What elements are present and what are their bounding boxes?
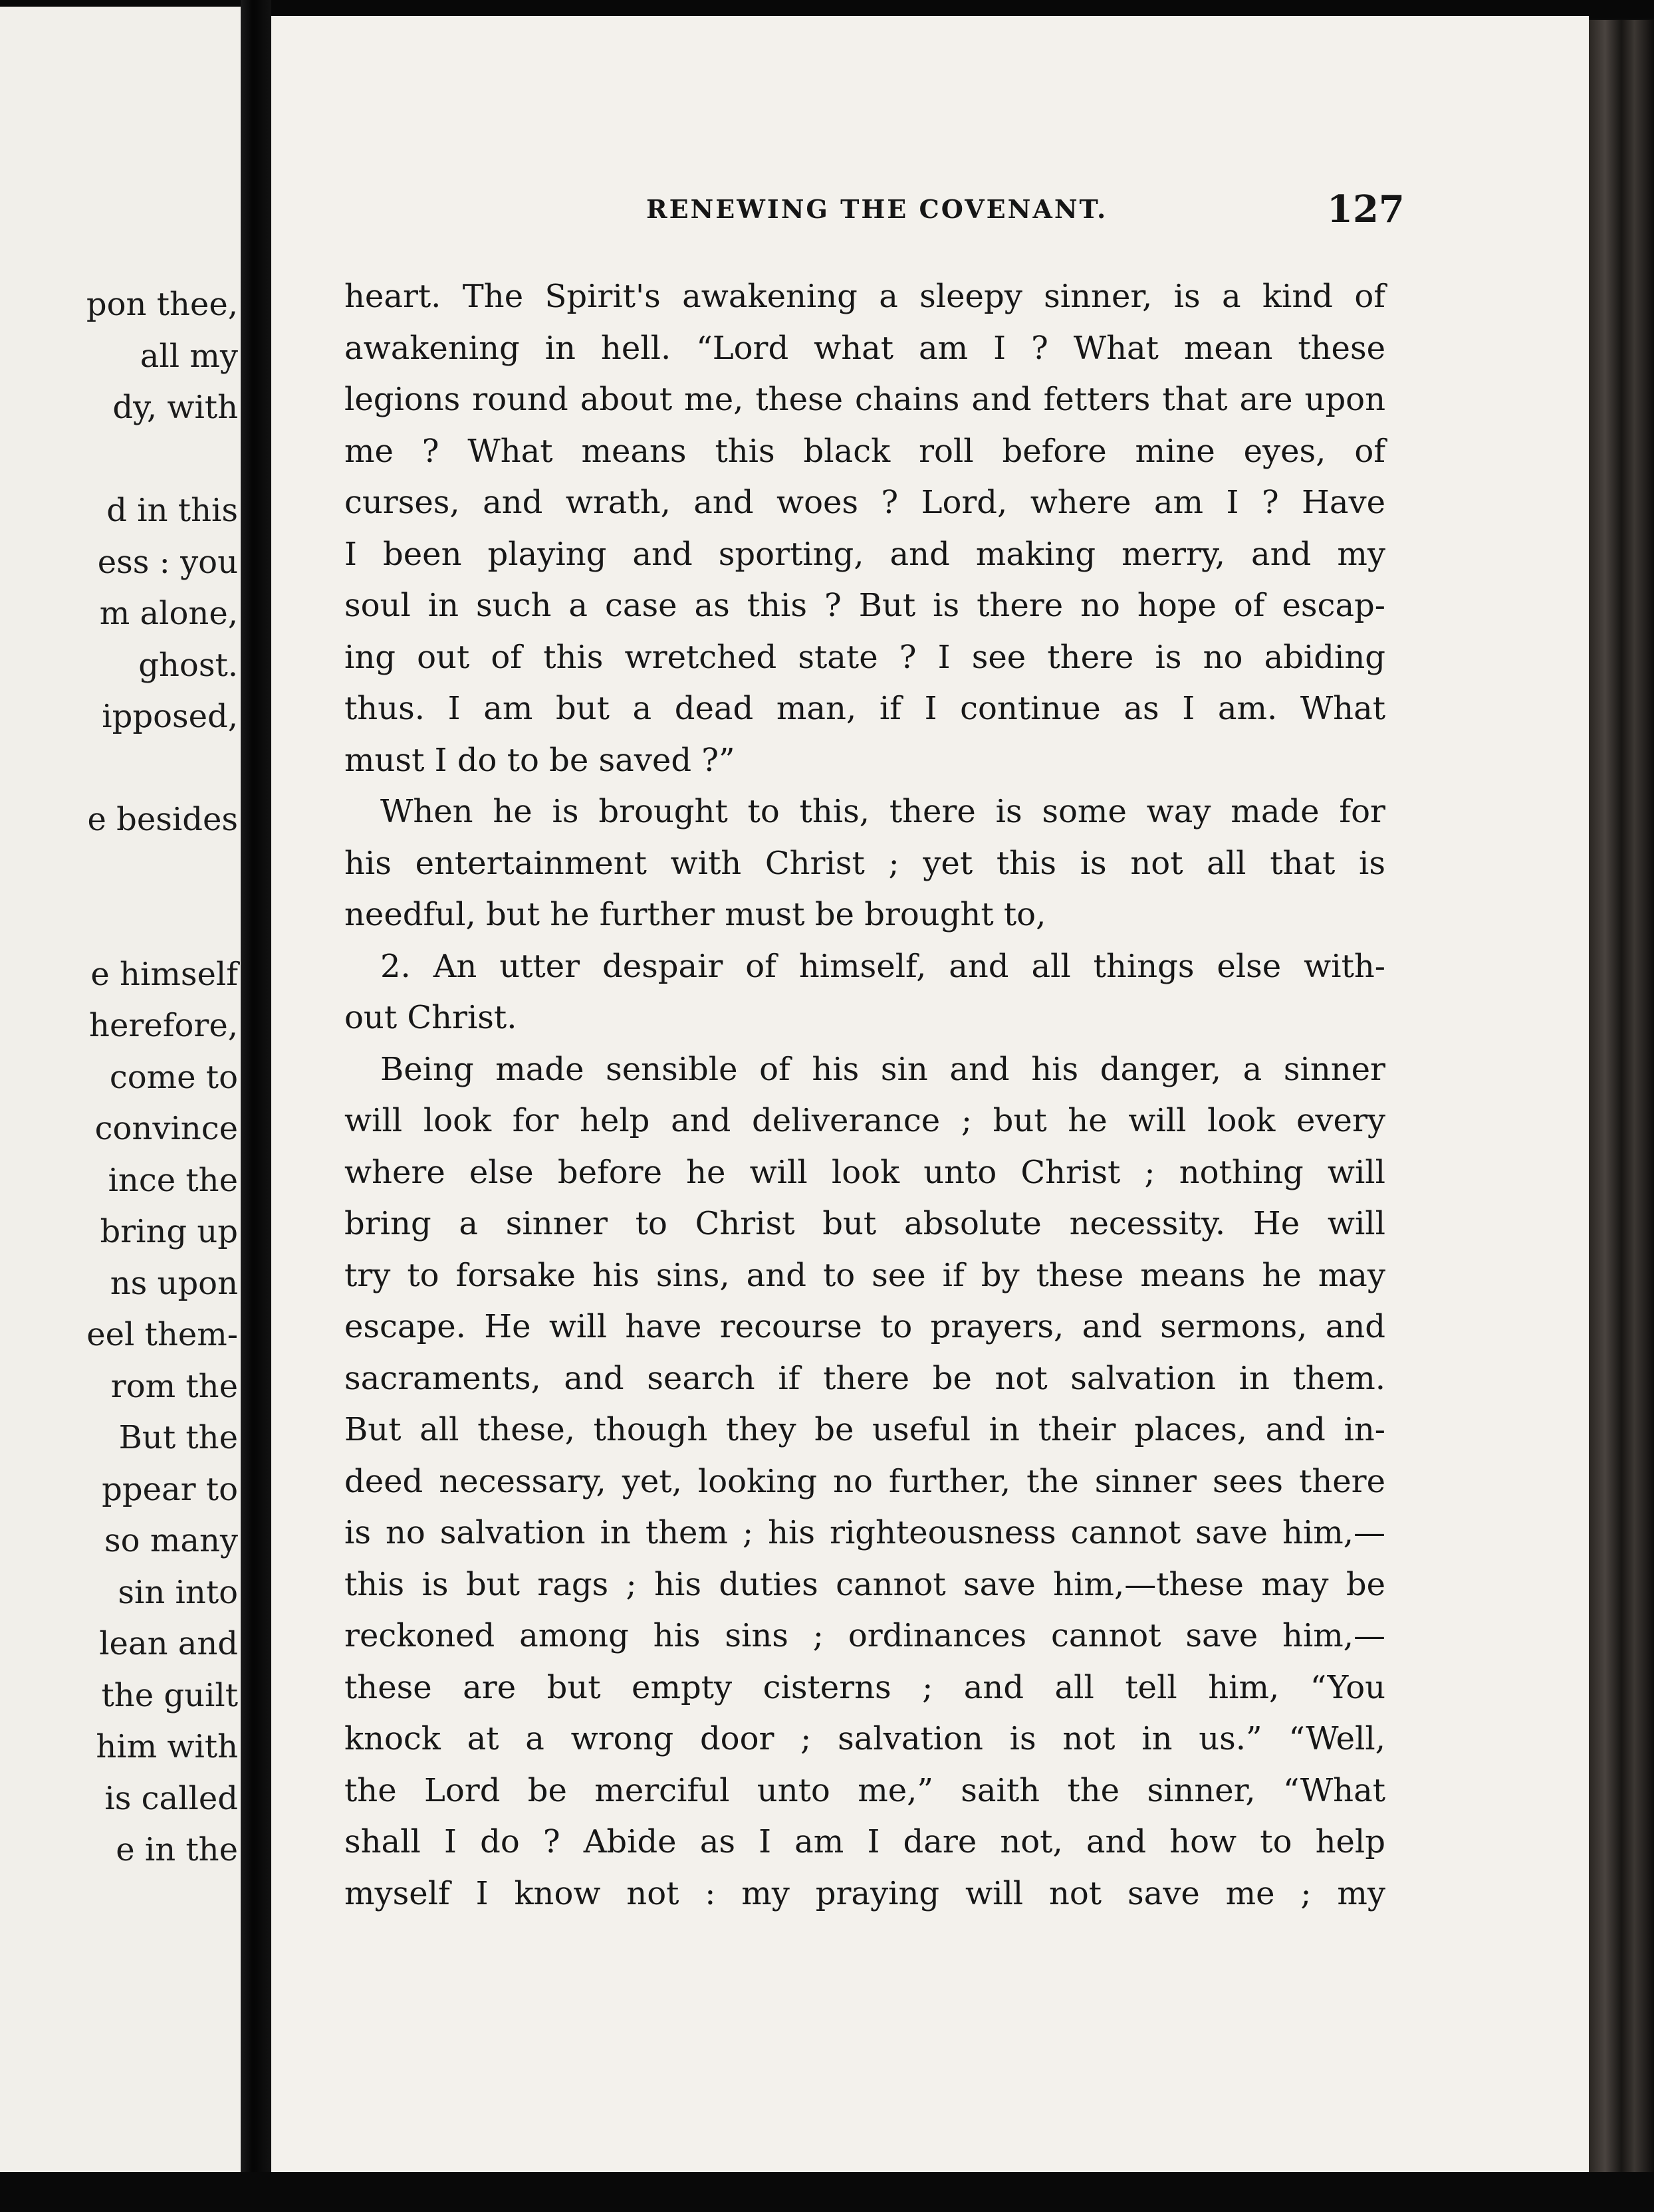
bottom-scan-edge	[0, 2172, 1654, 2212]
page-stack-edge	[1589, 20, 1654, 2212]
body-line: must I do to be saved ?”	[344, 741, 735, 779]
body-line: this is but rags ; his duties cannot save him,—these may be	[344, 1565, 1385, 1603]
body-line: shall I do ? Abide as I am I dare not, and how to help	[344, 1823, 1385, 1860]
left-line: eel them-	[86, 1316, 238, 1353]
left-line: bring up	[100, 1213, 238, 1250]
left-line: ghost.	[138, 646, 238, 684]
body-line: needful, but he further must be brought to,	[344, 896, 1046, 933]
left-line: But the	[118, 1419, 238, 1456]
left-line: lean and	[99, 1625, 238, 1662]
left-line: come to	[109, 1058, 238, 1096]
body-line: When he is brought to this, there is some way made for	[380, 793, 1385, 830]
left-line: the guilt	[101, 1676, 238, 1714]
left-line: is called	[104, 1779, 238, 1817]
body-line: awakening in hell. “Lord what am I ? What mean these	[344, 329, 1385, 367]
body-line: will look for help and deliverance ; but he will look every	[344, 1102, 1385, 1139]
left-line: pon thee,	[86, 286, 238, 323]
body-line: is no salvation in them ; his righteousness cannot save him,—	[344, 1514, 1385, 1551]
body-line: myself I know not : my praying will not save me ; my	[344, 1874, 1385, 1912]
left-line: ipposed,	[102, 698, 238, 735]
left-line	[39, 846, 238, 898]
left-line: rom the	[110, 1367, 238, 1405]
body-line: his entertainment with Christ ; yet this is not all that is	[344, 844, 1385, 882]
left-line: convince	[94, 1110, 238, 1147]
body-line: escape. He will have recourse to prayers, and sermons, and	[344, 1308, 1385, 1345]
left-line: ns upon	[110, 1264, 238, 1302]
body-line: these are but empty cisterns ; and all tell him, “You	[344, 1668, 1385, 1706]
left-line: ess : you	[97, 543, 238, 581]
left-line: e besides	[87, 801, 238, 838]
left-line: herefore,	[89, 1007, 238, 1044]
book-gutter	[241, 0, 271, 2212]
left-line: ince the	[108, 1161, 238, 1199]
left-line: him with	[96, 1728, 238, 1765]
body-line: legions round about me, these chains and fetters that are upon	[344, 381, 1385, 418]
body-line: me ? What means this black roll before mine eyes, of	[344, 432, 1385, 470]
body-line: reckoned among his sins ; ordinances cannot save him,—	[344, 1617, 1385, 1654]
body-line: sacraments, and search if there be not salvation in them.	[344, 1359, 1385, 1397]
left-line: m alone,	[99, 595, 238, 632]
left-line	[39, 897, 238, 949]
body-line: knock at a wrong door ; salvation is not in us.” “Well,	[344, 1720, 1385, 1757]
left-line: e himself	[90, 955, 238, 993]
left-line: so many	[104, 1522, 238, 1559]
body-line: out Christ.	[344, 999, 517, 1036]
left-page-text	[39, 279, 238, 1876]
page-number: 127	[1327, 187, 1405, 231]
body-line: try to forsake his sins, and to see if by these means he may	[344, 1256, 1385, 1294]
left-line: e in the	[116, 1831, 238, 1868]
page-body	[344, 271, 1385, 1920]
left-line: sin into	[118, 1573, 238, 1611]
body-line: ing out of this wretched state ? I see there is no abiding	[344, 638, 1385, 676]
body-line: the Lord be merciful unto me,” saith the sinner, “What	[344, 1771, 1385, 1809]
left-line: dy, with	[112, 389, 238, 426]
left-line: all my	[140, 337, 238, 375]
left-line: d in this	[106, 492, 238, 529]
body-line: bring a sinner to Christ but absolute necessity. He will	[344, 1205, 1385, 1242]
body-line: But all these, though they be useful in their places, and in-	[344, 1411, 1385, 1448]
body-line: where else before he will look unto Christ ; nothing will	[344, 1153, 1385, 1191]
body-line: curses, and wrath, and woes ? Lord, where am I ? Have	[344, 484, 1385, 521]
left-line	[39, 743, 238, 795]
body-line: thus. I am but a dead man, if I continue as I am. What	[344, 690, 1385, 727]
body-line: I been playing and sporting, and making merry, and my	[344, 535, 1385, 573]
body-line: 2. An utter despair of himself, and all things else with-	[380, 947, 1385, 985]
body-line: heart. The Spirit's awakening a sleepy sinner, is a kind of	[344, 278, 1385, 315]
left-line	[39, 434, 238, 486]
left-line: ppear to	[102, 1470, 238, 1508]
running-head: RENEWING THE COVENANT.	[646, 194, 1108, 224]
body-line: soul in such a case as this ? But is there no hope of escap-	[344, 587, 1385, 624]
body-line: Being made sensible of his sin and his danger, a sinner	[380, 1050, 1385, 1088]
body-line: deed necessary, yet, looking no further, the sinner sees there	[344, 1462, 1385, 1500]
